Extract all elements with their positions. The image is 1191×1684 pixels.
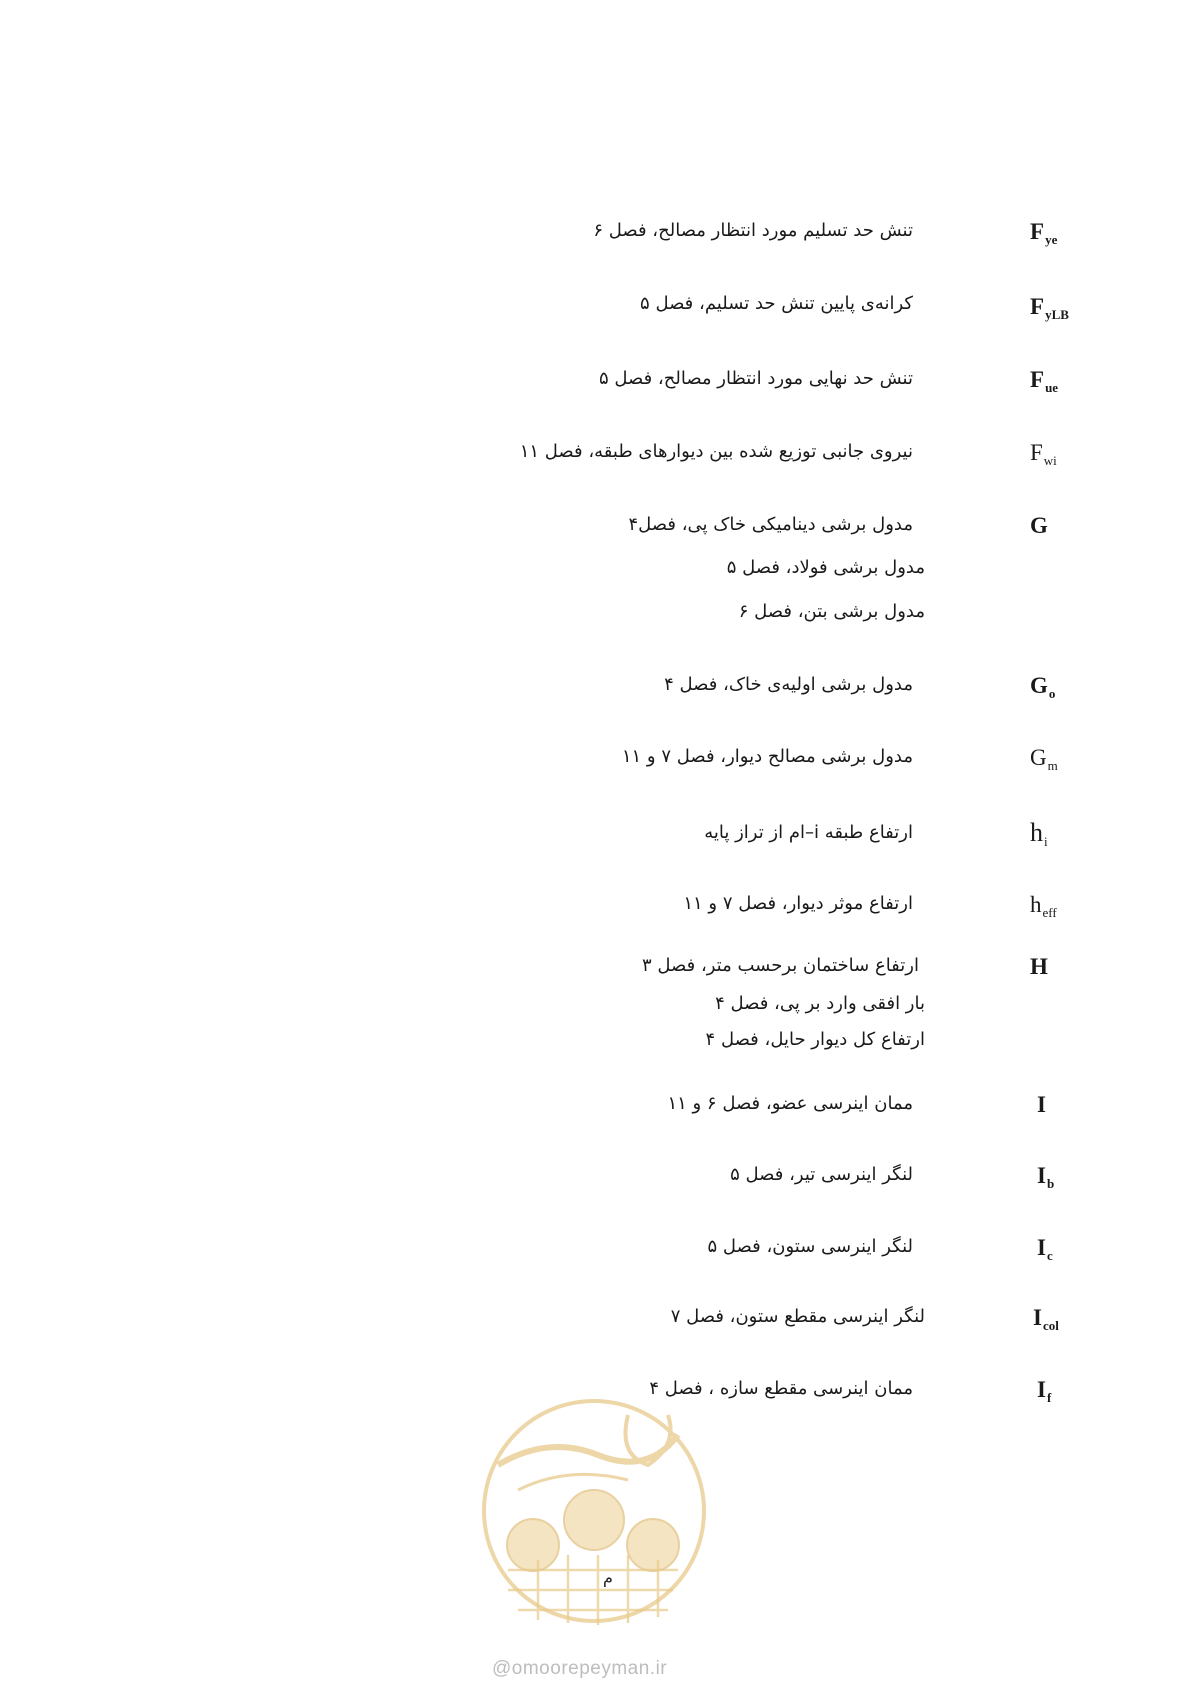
definition: ارتفاع طبقه i–ام از تراز پایه <box>704 822 913 843</box>
definition: مدول برشی اولیه‌ی خاک، فصل ۴ <box>664 674 913 695</box>
symbol: $h_i$ <box>1030 818 1048 849</box>
definition: بار افقی وارد بر پی، فصل ۴ <box>715 993 925 1014</box>
definition: ممان اینرسی مقطع سازه ، فصل ۴ <box>649 1378 913 1399</box>
definition: نیروی جانبی توزیع شده بین دیوارهای طبقه، فصل ۱۱ <box>519 441 913 462</box>
symbol: $I_b$ <box>1037 1163 1055 1191</box>
definition: لنگر اینرسی مقطع ستون، فصل ۷ <box>670 1306 925 1327</box>
watermark-logo <box>478 1395 710 1627</box>
symbol: $h_{eff}$ <box>1030 892 1057 920</box>
symbol: $G_m$ <box>1030 745 1058 773</box>
symbol: $F_{wi}$ <box>1030 440 1057 468</box>
symbol: $G_o$ <box>1030 673 1056 701</box>
page-number: م <box>603 1568 613 1587</box>
symbol: $I_f$ <box>1037 1377 1052 1405</box>
definition: مدول برشی فولاد، فصل ۵ <box>726 557 925 578</box>
definition: مدول برشی مصالح دیوار، فصل ۷ و ۱۱ <box>621 746 913 767</box>
symbol: I <box>1037 1092 1046 1117</box>
symbol: $F_{yLB}$ <box>1030 294 1069 322</box>
symbol: G <box>1030 513 1048 538</box>
symbol: $I_{col}$ <box>1033 1305 1059 1333</box>
definition: مدول برشی دینامیکی خاک پی، فصل۴ <box>628 514 913 535</box>
definition: ارتفاع کل دیوار حایل، فصل ۴ <box>705 1029 925 1050</box>
definition: ممان اینرسی عضو، فصل ۶ و ۱۱ <box>667 1093 913 1114</box>
definition: مدول برشی بتن، فصل ۶ <box>738 601 925 622</box>
site-watermark-text: @omoorepeyman.ir <box>492 1658 668 1679</box>
definition: تنش حد نهایی مورد انتظار مصالح، فصل ۵ <box>598 368 913 389</box>
definition: ارتفاع موثر دیوار، فصل ۷ و ۱۱ <box>683 893 913 914</box>
symbol: H <box>1030 954 1048 979</box>
definition: ارتفاع ساختمان برحسب متر، فصل ۳ <box>641 955 919 976</box>
definition: لنگر اینرسی ستون، فصل ۵ <box>707 1236 913 1257</box>
symbol: $F_{ye}$ <box>1030 219 1058 247</box>
definition: تنش حد تسلیم مورد انتظار مصالح، فصل ۶ <box>593 220 913 241</box>
symbol: $I_c$ <box>1037 1235 1053 1263</box>
definition: لنگر اینرسی تیر، فصل ۵ <box>730 1164 913 1185</box>
symbol: $F_{ue}$ <box>1030 367 1059 395</box>
definition: کرانه‌ی پایین تنش حد تسلیم، فصل ۵ <box>640 293 913 314</box>
